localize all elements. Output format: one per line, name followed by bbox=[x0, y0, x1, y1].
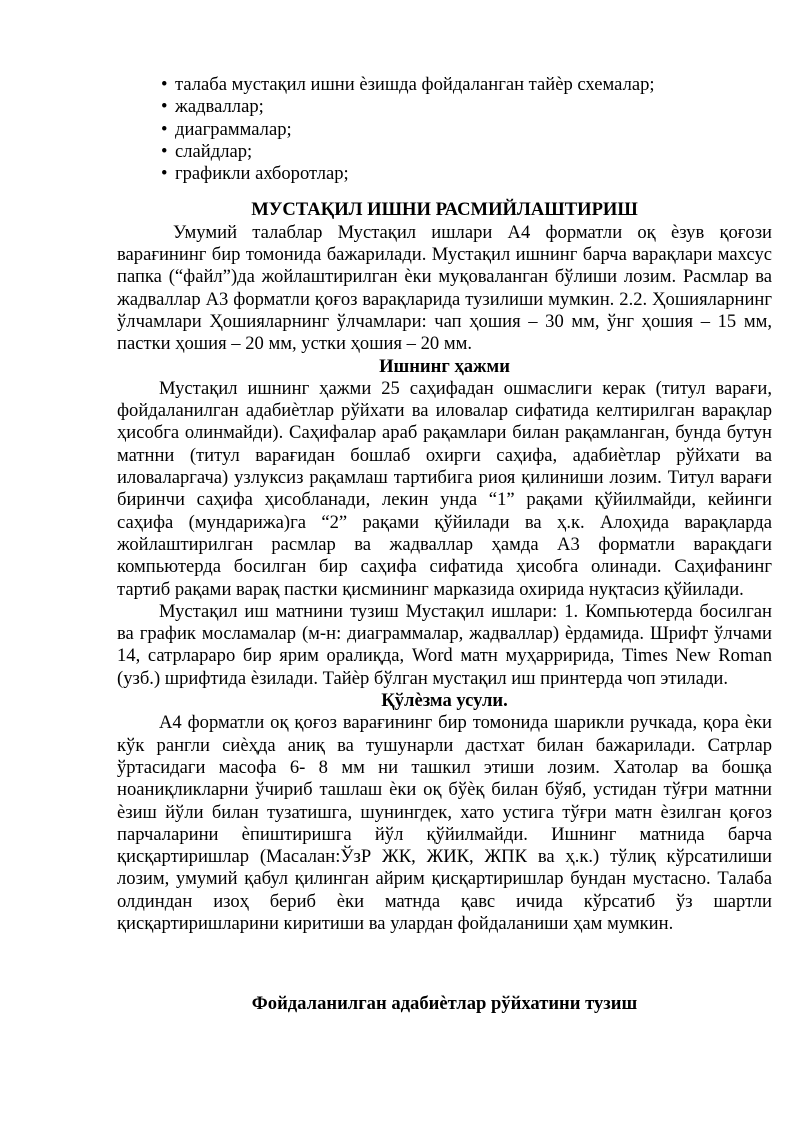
bullet-icon: • bbox=[161, 96, 168, 118]
bullet-icon: • bbox=[161, 140, 168, 162]
section-heading-references: Фойдаланилган адабиѐтлар рўйхатини тузиш bbox=[251, 993, 638, 1015]
bullet-icon: • bbox=[161, 118, 168, 140]
paragraph-text-composition: Мустақил иш матнини тузиш Мустақил ишлари: 1. Компьютерда босилган ва график мосламалар (м-н: диаграммалар, жадваллар) ѐрдамида. Шрифт ўлчами 14, сатрлараро бир ярим оралиқда, Word матн муҳарририда, Times New Roman (узб.) шрифтида ѐзилади. Тайѐр бўлган мустақил иш принтерда чоп этилади. bbox=[117, 600, 772, 689]
list-item-text: графикли ахборотлар; bbox=[175, 163, 349, 185]
list-item-text: диаграммалар; bbox=[175, 118, 292, 140]
blank-space bbox=[117, 935, 772, 993]
section-heading-volume: Ишнинг ҳажми bbox=[379, 355, 510, 377]
paragraph-general-requirements: Умумий талаблар Мустақил ишлари А4 форматли оқ ѐзув қоғози варағининг бир томонида бажарилади. Мустақил ишнинг барча варақлари махсус папка (“файл”)да жойлаштирилган ѐки муқоваланган бўлиши лозим. Расмлар ва жадваллар А3 форматли қоғоз варақларида тузилиши мумкин. 2.2. Ҳошияларнинг ўлчамлари Ҳошияларнинг ўлчамлари: чап ҳошия – 30 мм, ўнг ҳошия – 15 мм, пастки ҳошия – 20 мм, устки ҳошия – 20 мм. bbox=[117, 221, 772, 355]
list-item-text: жадваллар; bbox=[175, 96, 264, 118]
document-page bbox=[117, 74, 772, 1016]
section-heading-handwritten: Қўлѐзма усули. bbox=[381, 690, 508, 712]
paragraph-handwritten: А4 форматли оқ қоғоз варағининг бир томонида шарикли ручкада, қора ѐки кўк рангли сиѐҳда аниқ ва тушунарли дастхат билан бажарилади. Сатрлар ўртасидаги масофа 6- 8 мм ни ташкил этиши лозим. Хатолар ва бошқа ноаниқликларни ўчириб ташлаш ѐки оқ бўѐқ билан бўяб, устидан тўғри матнни ѐзиш йўли билан тузатишга, шунингдек, хато устига тўғри матн ѐзилган қоғоз парчаларини ѐпиштиришга йўл қўйилмайди. Ишнинг матнида барча қисқартиришлар (Масалан:ЎзР ЖК, ЖИК, ЖПК ва ҳ.к.) тўлиқ кўрсатилиши лозим, умумий қабул қилинган айрим қисқартиришлар бундан мустасно. Талаба олдиндан изоҳ бериб ѐки матнда қавс ичида кўрсатиб ўз шартли қисқартиришларини киритиши ва улардан фойдаланиши ҳам мумкин. bbox=[117, 712, 772, 934]
list-item bbox=[161, 163, 772, 185]
list-item bbox=[161, 141, 772, 163]
list-item bbox=[161, 96, 772, 118]
section-heading-main: МУСТАҚИЛ ИШНИ РАСМИЙЛАШТИРИШ bbox=[251, 199, 638, 221]
list-item bbox=[161, 74, 772, 96]
list-item-text: талаба мустақил ишни ѐзишда фойдаланган тайѐр схемалар; bbox=[175, 74, 655, 95]
bullet-list bbox=[161, 74, 772, 185]
list-item bbox=[161, 119, 772, 141]
paragraph-volume: Мустақил ишнинг ҳажми 25 саҳифадан ошмаслиги керак (титул варағи, фойдаланилган адабиѐтлар рўйхати ва иловалар сифатида келтирилган варақлар ҳисобга олинмайди). Саҳифалар араб рақамлари билан рақамланган, бунда бутун матнни (титул варағидан бошлаб охирги саҳифа, адабиѐтлар рўйхати ва иловаларгача) узлуксиз рақамлаш тартибига риоя қилиниши лозим. Титул варағи биринчи саҳифа ҳисобланади, лекин унда “1” рақами қўйилмайди, кейинги саҳифа (мундарижа)га “2” рақами қўйилади ва ҳ.к. Алоҳида варақларда жойлаштирилган расмлар ва жадваллар ҳамда А3 форматли варақдаги компьютерда босилган бир саҳифа сифатида ҳисобга олинади. Саҳифанинг тартиб рақами варақ пастки қисмининг марказида охирида нуқтасиз қўйилади. bbox=[117, 377, 772, 600]
list-item-text: слайдлар; bbox=[175, 140, 253, 162]
bullet-icon: • bbox=[161, 74, 168, 95]
bullet-icon: • bbox=[161, 163, 168, 185]
